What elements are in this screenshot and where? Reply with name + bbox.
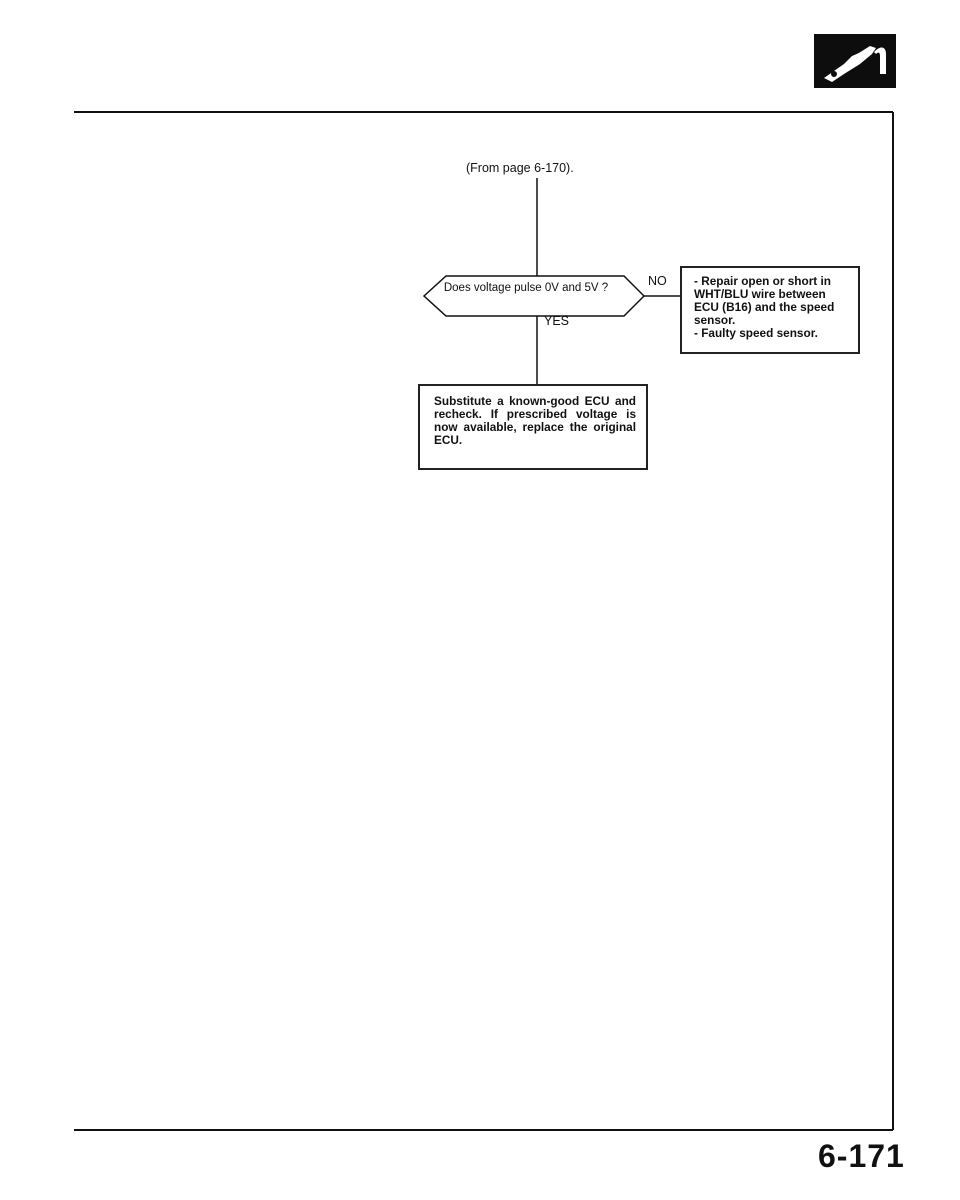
no-branch-label: NO — [648, 274, 667, 288]
decision-question: Does voltage pulse 0V and 5V ? — [443, 282, 609, 294]
from-page-reference: (From page 6-170). — [466, 161, 574, 175]
yes-result-text: Substitute a known-good ECU and recheck. If prescribed voltage is now available, replace the original ECU. — [434, 394, 636, 447]
no-result-line: - Faulty speed sensor. — [694, 326, 818, 340]
fuel-pump-nozzle-icon — [814, 34, 896, 88]
yes-result-box — [418, 384, 648, 470]
page-number: 6-171 — [818, 1138, 905, 1174]
no-result-line: - Repair open or short in WHT/BLU wire between ECU (B16) and the speed sensor. — [694, 274, 835, 327]
no-result-box — [680, 266, 860, 354]
yes-branch-label: YES — [544, 314, 570, 328]
section-badge — [814, 34, 896, 88]
